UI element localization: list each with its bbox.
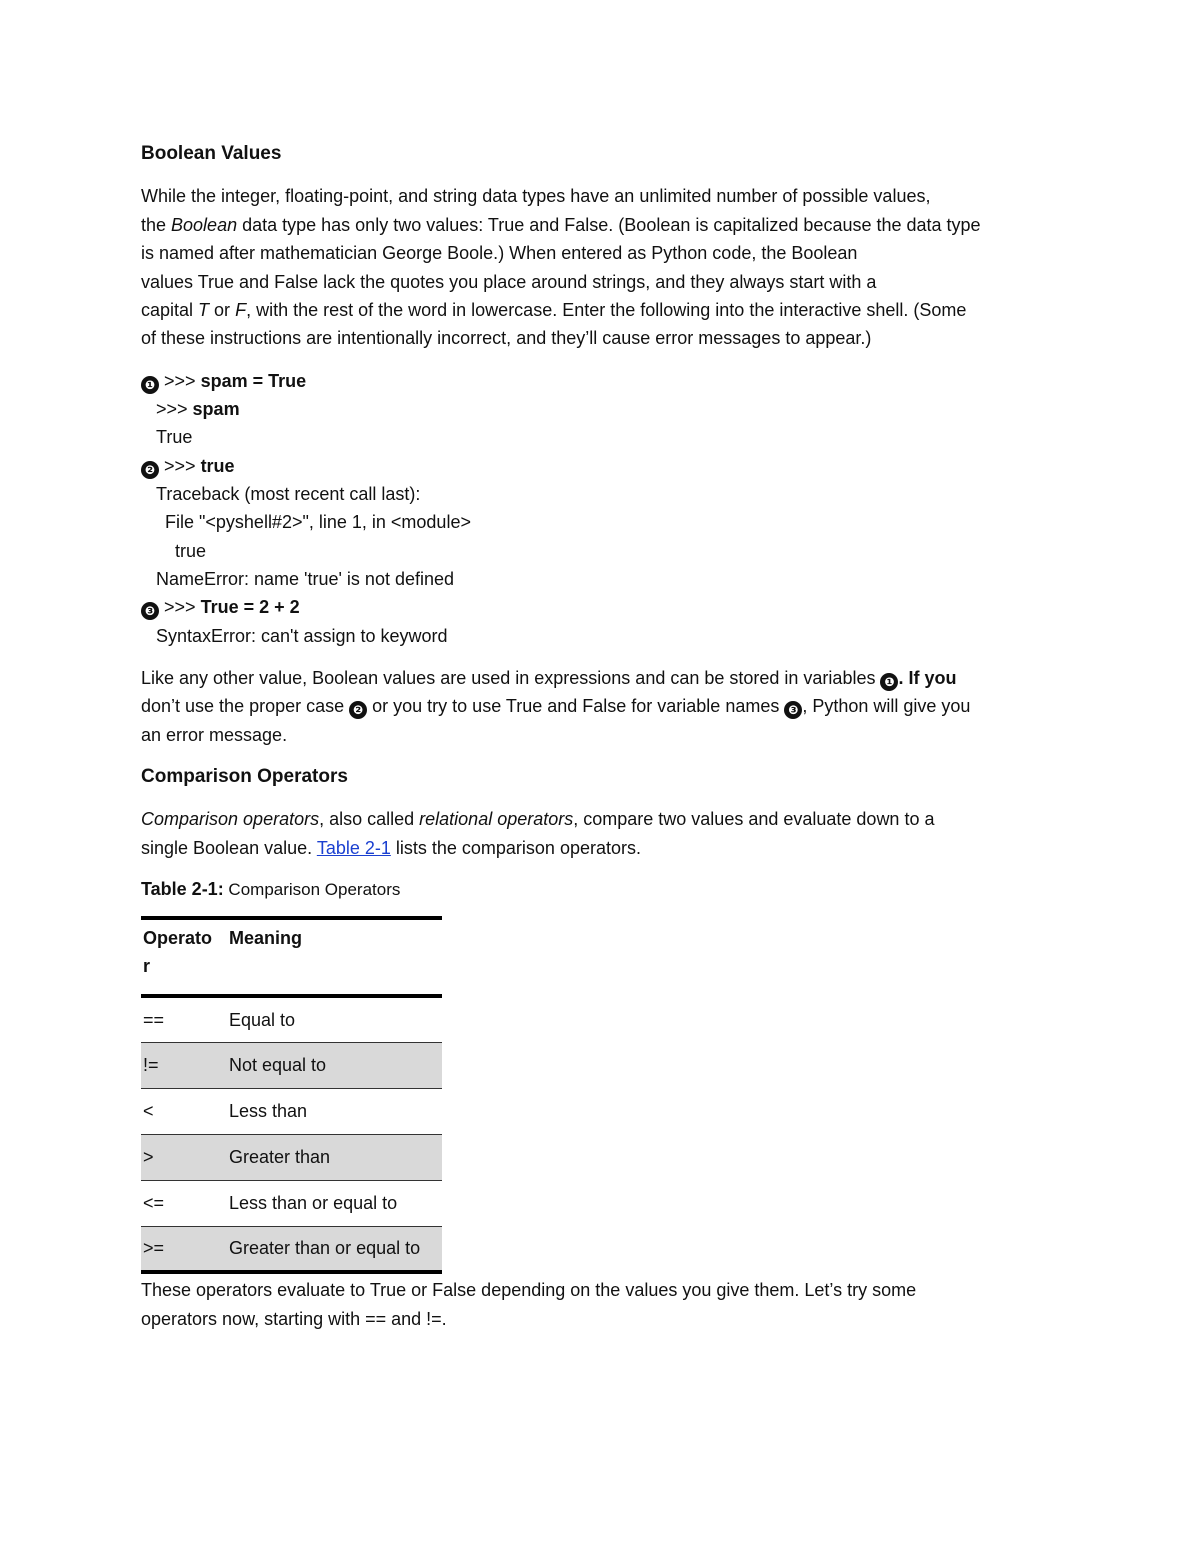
code-line: >>> spam — [156, 399, 240, 420]
interactive-shell-example — [141, 367, 1061, 650]
marker-3: ❸ — [141, 602, 159, 620]
marker-2: ❷ — [141, 461, 159, 479]
code-output: true — [175, 540, 207, 561]
table-row: > Greater than — [141, 1134, 442, 1180]
document-page — [141, 140, 1061, 1347]
code-line: ❷ >>> true — [141, 452, 1061, 480]
table-row: == Equal to — [141, 996, 442, 1042]
comparison-operators-table — [141, 916, 442, 1274]
section-heading-boolean-values: Boolean Values — [141, 143, 282, 164]
code-output: Traceback (most recent call last): — [156, 484, 421, 505]
table-caption: Table 2-1: Comparison Operators — [141, 879, 401, 900]
intro-line: values True and False lack the quotes you place around strings, and they always start with a — [141, 271, 877, 292]
table-2-1-link[interactable]: Table 2-1 — [316, 837, 391, 858]
column-header-meaning: Meaning — [227, 918, 442, 996]
intro-line: While the integer, floating-point, and string data types have an unlimited number of possible values, — [141, 186, 931, 207]
intro-line: the Boolean data type has only two values: True and False. (Boolean is capitalized because the data type — [141, 214, 981, 235]
column-header-operator: Operato r — [141, 918, 227, 996]
code-output: NameError: name 'true' is not defined — [156, 568, 455, 589]
code-line: ❶ >>> spam = True — [141, 367, 1061, 395]
comparison-paragraph: Comparison operators, also called relational operators, compare two values and evaluate down to a single Boolean value. Table 2-1 lists the comparison operators. — [141, 809, 935, 858]
closing-paragraph: These operators evaluate to True or False depending on the values you give them. Let’s try some operators now, starting with == and !=. — [141, 1280, 917, 1329]
intro-line: is named after mathematician George Boole.) When entered as Python code, the Boolean — [141, 243, 858, 264]
code-output: SyntaxError: can't assign to keyword — [156, 625, 448, 646]
code-output: True — [156, 427, 193, 448]
intro-paragraph — [141, 182, 1061, 352]
table-row: != Not equal to — [141, 1042, 442, 1088]
table-row: >= Greater than or equal to — [141, 1226, 442, 1272]
intro-line: of these instructions are intentionally incorrect, and they’ll cause error messages to appear.) — [141, 328, 872, 349]
section-heading-comparison-operators: Comparison Operators — [141, 766, 348, 788]
explanation-paragraph: Like any other value, Boolean values are used in expressions and can be stored in variables ❶ . If you don’t use the proper case ❷ or you try to use True and False for variable names ❸ , Python will give you an error message. — [141, 667, 971, 745]
table-row: <= Less than or equal to — [141, 1180, 442, 1226]
code-output: File "<pyshell#2>", line 1, in <module> — [165, 512, 471, 533]
boolean-term: Boolean — [171, 214, 238, 235]
table-row: < Less than — [141, 1088, 442, 1134]
marker-1: ❶ — [141, 376, 159, 394]
intro-line: capital T or F, with the rest of the word in lowercase. Enter the following into the interactive shell. (Some — [141, 300, 967, 321]
code-line: ❸ >>> True = 2 + 2 — [141, 593, 1061, 621]
